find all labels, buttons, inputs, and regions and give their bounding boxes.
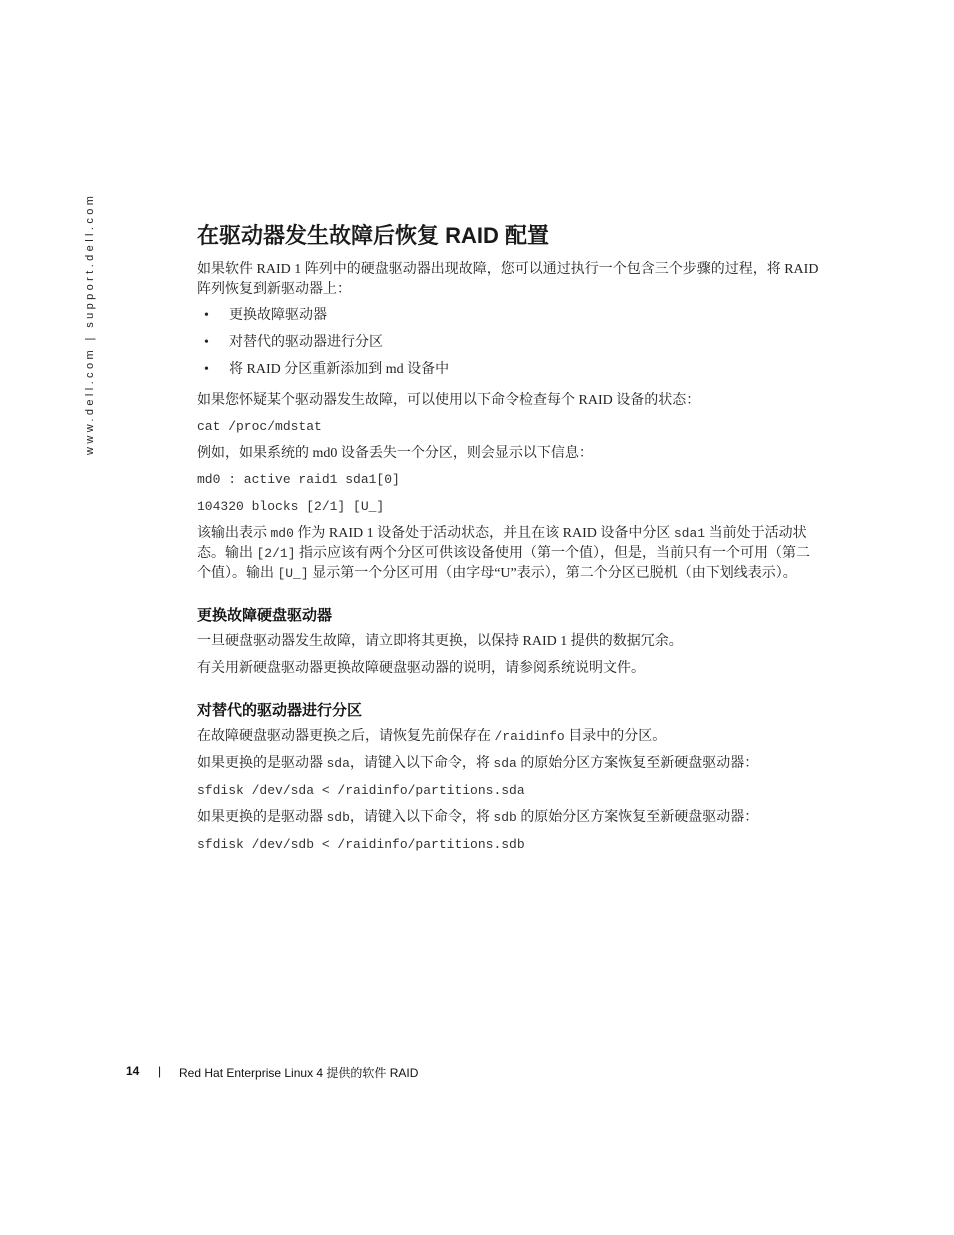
bullet-icon: • bbox=[204, 335, 209, 350]
partition-paragraph-sdb: 如果更换的是驱动器 sdb，请键入以下命令，将 sdb 的原始分区方案恢复至新硬盘驱动器： bbox=[197, 810, 759, 825]
example-paragraph: 例如，如果系统的 md0 设备丢失一个分区，则会显示以下信息： bbox=[197, 446, 593, 461]
sfdisk-sda-command: sfdisk /dev/sda < /raidinfo/partitions.sda bbox=[197, 783, 525, 798]
bullet-icon: • bbox=[204, 362, 209, 377]
list-item: • 更换故障驱动器 bbox=[197, 306, 822, 333]
sfdisk-sdb-command: sfdisk /dev/sdb < /raidinfo/partitions.sdb bbox=[197, 837, 525, 852]
page-title: 在驱动器发生故障后恢复 RAID 配置 bbox=[197, 223, 550, 248]
output-line-1: md0 : active raid1 sda1[0] bbox=[197, 472, 400, 487]
list-item: • 将 RAID 分区重新添加到 md 设备中 bbox=[197, 360, 822, 387]
list-item: • 对替代的驱动器进行分区 bbox=[197, 333, 822, 360]
partition-paragraph-sda: 如果更换的是驱动器 sda，请键入以下命令，将 sda 的原始分区方案恢复至新硬盘驱动器： bbox=[197, 756, 759, 771]
section-heading-replace-drive: 更换故障硬盘驱动器 bbox=[197, 607, 333, 624]
check-status-paragraph: 如果您怀疑某个驱动器发生故障，可以使用以下命令检查每个 RAID 设备的状态： bbox=[197, 393, 701, 408]
mdstat-command: cat /proc/mdstat bbox=[197, 419, 322, 434]
explanation-paragraph: 该输出表示 md0 作为 RAID 1 设备处于活动状态，并且在该 RAID 设备中分区 sda1 当前处于活动状态。输出 [2/1] 指示应该有两个分区可供该设备使用（第一个值），但是，当前只有一个可用（第二个值）。输出 [U_] 显示第一个分区可用（由字母“U”表示），第二个分区已脱机（由下划线表示）。 bbox=[197, 526, 811, 581]
section-heading-partition: 对替代的驱动器进行分区 bbox=[197, 702, 363, 719]
footer-title: Red Hat Enterprise Linux 4 提供的软件 RAID bbox=[179, 1066, 419, 1080]
page-number: 14 bbox=[126, 1064, 140, 1078]
main-content bbox=[197, 220, 822, 862]
output-line-2: 104320 blocks [2/1] [U_] bbox=[197, 499, 385, 514]
footer-separator: | bbox=[158, 1064, 162, 1078]
bullet-icon: • bbox=[204, 308, 209, 323]
replace-paragraph-2: 有关用新硬盘驱动器更换故障硬盘驱动器的说明，请参阅系统说明文件。 bbox=[197, 661, 645, 676]
replace-paragraph-1: 一旦硬盘驱动器发生故障，请立即将其更换，以保持 RAID 1 提供的数据冗余。 bbox=[197, 634, 683, 649]
intro-paragraph: 如果软件 RAID 1 阵列中的硬盘驱动器出现故障，您可以通过执行一个包含三个步骤的过程，将 RAID 阵列恢复到新驱动器上： bbox=[197, 262, 819, 297]
sidebar-url: www.dell.com | support.dell.com bbox=[84, 192, 96, 455]
steps-list bbox=[197, 306, 822, 387]
partition-paragraph-1: 在故障硬盘驱动器更换之后，请恢复先前保存在 /raidinfo 目录中的分区。 bbox=[197, 729, 667, 744]
